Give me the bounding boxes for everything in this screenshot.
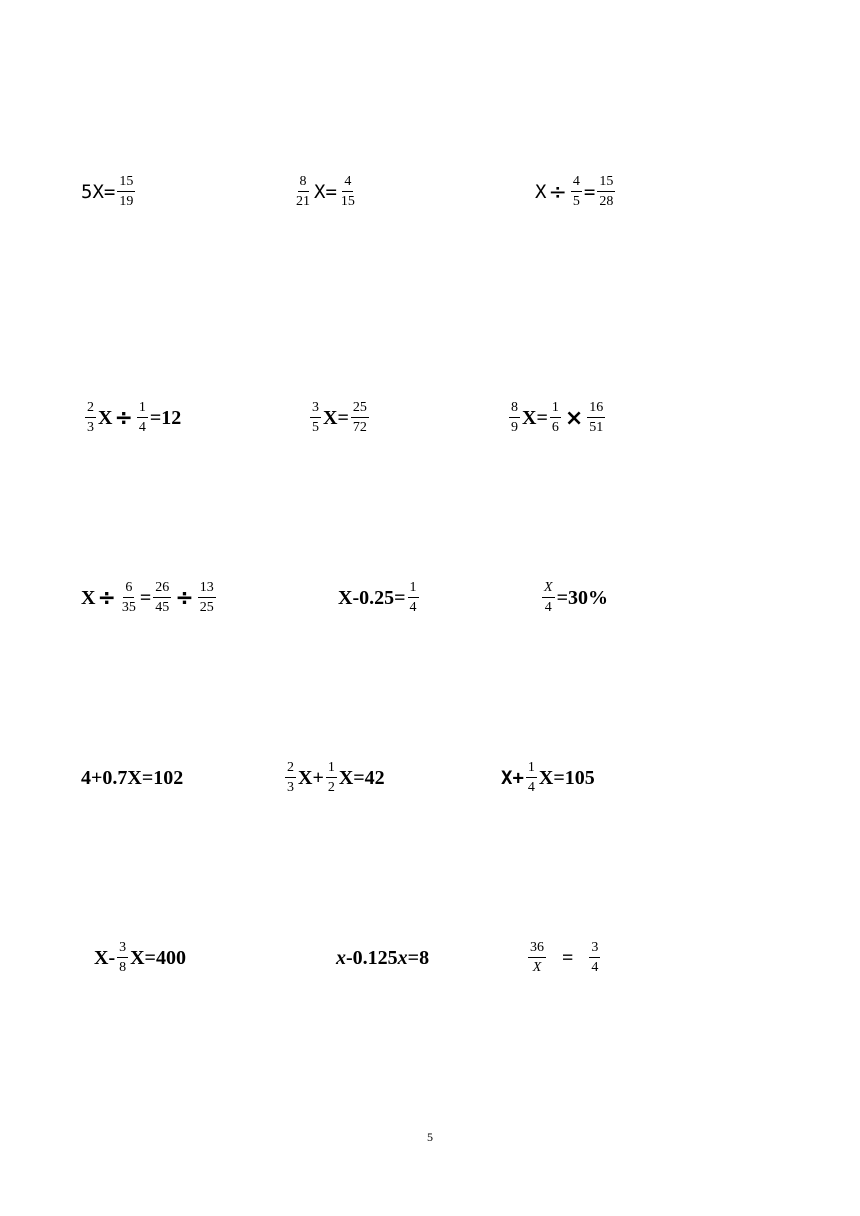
fraction: $\frac{25}{72}$ (352, 400, 367, 435)
fraction: $\frac{36}{X}$ (530, 940, 544, 975)
equation-7 (81, 581, 218, 615)
fraction: $\frac{3}{4}$ (591, 940, 599, 975)
equation-6 (507, 401, 607, 435)
divide-sign: ÷ (548, 179, 567, 205)
equation-15 (526, 941, 602, 975)
equation-3 (535, 175, 617, 209)
divide-sign: ÷ (97, 585, 116, 611)
fraction: $\frac{8}{21}$ (296, 174, 310, 209)
divide-sign: ÷ (175, 585, 194, 611)
fraction: $\frac{1}{2}$ (327, 760, 335, 795)
equation-9 (540, 581, 608, 615)
eq-text: X+ (298, 766, 324, 789)
variable: x (397, 946, 408, 969)
fraction: $\frac{X}{4}$ (544, 580, 553, 615)
fraction: $\frac{2}{3}$ (87, 400, 94, 435)
eq-text: = (583, 181, 596, 203)
equation-2 (292, 175, 359, 209)
fraction: $\frac{8}{9}$ (511, 400, 518, 435)
fraction: $\frac{15}{28}$ (599, 174, 614, 209)
eq-text: 5X= (81, 181, 116, 203)
eq-text: -0.125 (346, 946, 398, 969)
page-number: 5 (427, 1130, 433, 1144)
fraction: $\frac{15}{19}$ (119, 174, 134, 209)
eq-text: X (98, 406, 113, 429)
equation-4 (83, 401, 181, 435)
equation-11 (283, 761, 385, 795)
eq-text: =8 (407, 946, 430, 969)
fraction: $\frac{2}{3}$ (287, 760, 294, 795)
eq-text: 4+0.7X=102 (81, 766, 184, 789)
eq-text: X (81, 586, 96, 609)
equation-5 (308, 401, 371, 435)
fraction: $\frac{4}{5}$ (572, 174, 580, 209)
fraction: $\frac{3}{5}$ (312, 400, 319, 435)
eq-text: X- (94, 946, 116, 969)
fraction: $\frac{1}{4}$ (409, 580, 417, 615)
eq-text: X= (323, 406, 349, 429)
fraction: $\frac{4}{15}$ (340, 174, 355, 209)
divide-sign: ÷ (114, 405, 133, 431)
eq-text: X= (314, 181, 337, 203)
fraction: $\frac{16}{51}$ (589, 400, 604, 435)
equals-sign: = (562, 946, 574, 969)
equation-8 (338, 581, 421, 615)
equation-13 (94, 941, 186, 975)
eq-text: X= (522, 406, 548, 429)
fraction: $\frac{3}{8}$ (119, 940, 127, 975)
fraction: $\frac{26}{45}$ (155, 580, 170, 615)
equation-10 (81, 762, 183, 794)
variable: x (336, 946, 346, 969)
eq-text: X=42 (338, 766, 385, 789)
eq-text: = (139, 586, 152, 609)
eq-text: X-0.25= (338, 586, 406, 609)
eq-text: X (535, 181, 547, 203)
equation-1 (81, 175, 137, 209)
multiply-sign: × (564, 405, 584, 431)
eq-text: =12 (149, 406, 182, 429)
equation-14 (336, 942, 429, 974)
eq-text: X+ (501, 767, 524, 789)
fraction: $\frac{1}{4}$ (527, 760, 535, 795)
fraction: $\frac{1}{6}$ (551, 400, 559, 435)
eq-text: =30% (556, 586, 608, 609)
eq-text: X=400 (130, 946, 186, 969)
equation-12 (501, 761, 595, 795)
eq-text: X=105 (538, 766, 595, 789)
fraction: $\frac{1}{4}$ (138, 400, 146, 435)
fraction: $\frac{6}{35}$ (121, 580, 136, 615)
fraction: $\frac{13}{25}$ (199, 580, 214, 615)
